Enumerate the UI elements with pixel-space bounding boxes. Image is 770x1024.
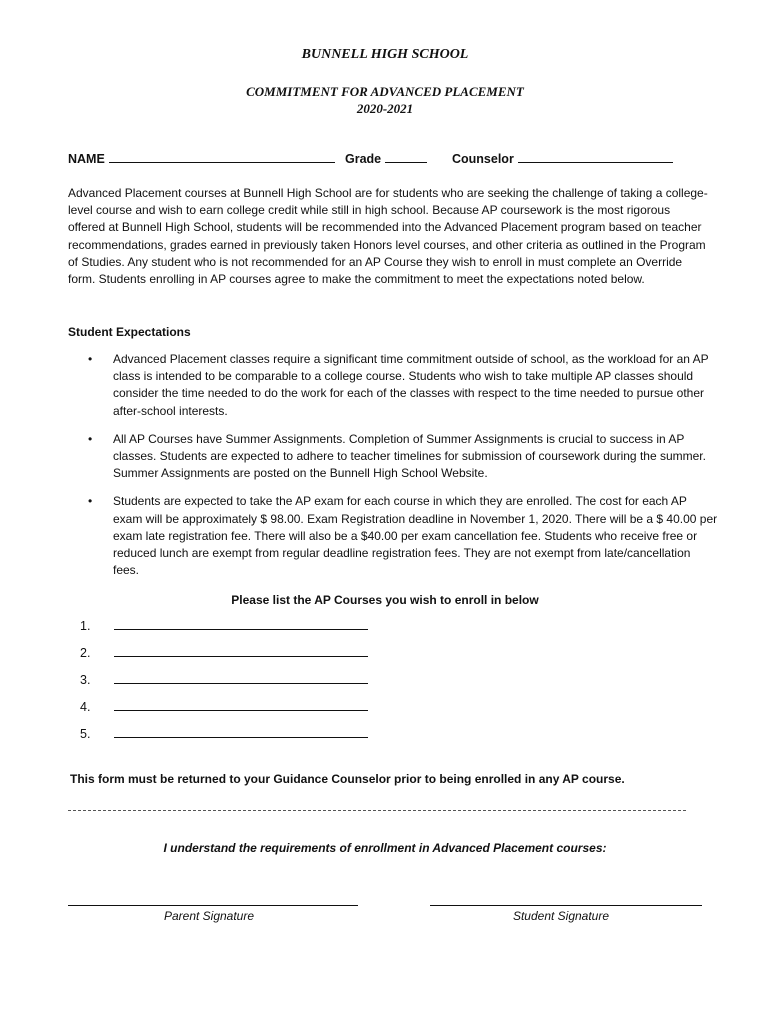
list-item	[68, 351, 718, 420]
bullet-icon: •	[88, 431, 93, 446]
expectation-text: Advanced Placement classes require a significant time commitment outside of school, as the workload for an AP class is intended to be comparable to a college course. Students who wish to take multiple AP classes should consider the time needed to do the work for each of the classes with respect to the time needed to pursue other after-school interests.	[113, 352, 709, 418]
grade-blank[interactable]	[385, 151, 427, 163]
name-field[interactable]	[68, 151, 335, 166]
course-number: 1.	[80, 619, 91, 633]
course-blank[interactable]	[114, 618, 368, 630]
parent-signature-label: Parent Signature	[163, 909, 255, 923]
course-number: 5.	[80, 727, 91, 741]
grade-label: Grade	[345, 152, 382, 166]
list-item	[68, 493, 718, 579]
expectations-heading: Student Expectations	[68, 325, 191, 339]
course-number: 3.	[80, 673, 91, 687]
expectation-text: Students are expected to take the AP exam for each course in which they are enrolled. The cost for each AP exam will be approximately $ 98.00. Exam Registration deadline in November 1, 2020. There will be a $ 40.00 per exam late registration fee. There will also be a $40.00 per exam cancellation fee. Students who receive free or reduced lunch are exempt from regular deadline registration fees. They are not exempt from late/cancellation fees.	[113, 494, 718, 578]
expectation-text: All AP Courses have Summer Assignments. Completion of Summer Assignments is crucial to success in AP classes. Students are expected to adhere to teacher timelines for submission of coursework during the summer. Summer Assignments are posted on the Bunnell High School Website.	[113, 431, 706, 481]
course-blank[interactable]	[114, 726, 368, 738]
course-entry[interactable]	[80, 672, 368, 699]
intro-paragraph: Advanced Placement courses at Bunnell High School are for students who are seeking the challenge of taking a college-level course and wish to earn college credit while still in high school. Because AP coursework is the most rigorous offered at Bunnell High School, students will be recommended into the Advanced Placement program based on teacher recommendations, grades earned in previously taken Honors level courses, and other criteria as outlined in the Program of Studies. Any student who is not recommended for an AP Course they wish to enroll in must complete an Override form. Students enrolling in AP courses agree to make the commitment to meet the expectations noted below.	[68, 186, 708, 287]
counselor-field[interactable]	[452, 151, 673, 166]
course-entry[interactable]	[80, 618, 368, 645]
courses-heading: Please list the AP Courses you wish to enroll in below	[231, 593, 539, 607]
school-year: 2020-2021	[356, 101, 414, 116]
course-list	[80, 618, 368, 753]
course-blank[interactable]	[114, 645, 368, 657]
counselor-label: Counselor	[452, 152, 514, 166]
course-number: 4.	[80, 700, 91, 714]
bullet-icon: •	[88, 352, 93, 366]
expectations-list	[68, 351, 718, 590]
name-blank[interactable]	[109, 151, 335, 163]
course-blank[interactable]	[114, 672, 368, 684]
student-signature-line[interactable]	[430, 905, 702, 906]
bullet-icon: •	[88, 494, 93, 509]
cut-line-divider	[68, 810, 686, 811]
name-label: NAME	[68, 152, 105, 166]
parent-signature-line[interactable]	[68, 905, 358, 906]
grade-field[interactable]	[345, 151, 427, 166]
form-title: COMMITMENT FOR ADVANCED PLACEMENT	[246, 84, 524, 99]
course-entry[interactable]	[80, 699, 368, 726]
course-entry[interactable]	[80, 726, 368, 753]
school-name: BUNNELL HIGH SCHOOL	[301, 47, 469, 62]
counselor-blank[interactable]	[518, 151, 673, 163]
course-number: 2.	[80, 646, 91, 660]
understand-statement: I understand the requirements of enrollment in Advanced Placement courses:	[163, 841, 607, 855]
list-item	[68, 431, 718, 483]
course-blank[interactable]	[114, 699, 368, 711]
course-entry[interactable]	[80, 645, 368, 672]
return-note: This form must be returned to your Guidance Counselor prior to being enrolled in any AP course.	[70, 772, 625, 786]
student-signature-label: Student Signature	[512, 909, 610, 923]
